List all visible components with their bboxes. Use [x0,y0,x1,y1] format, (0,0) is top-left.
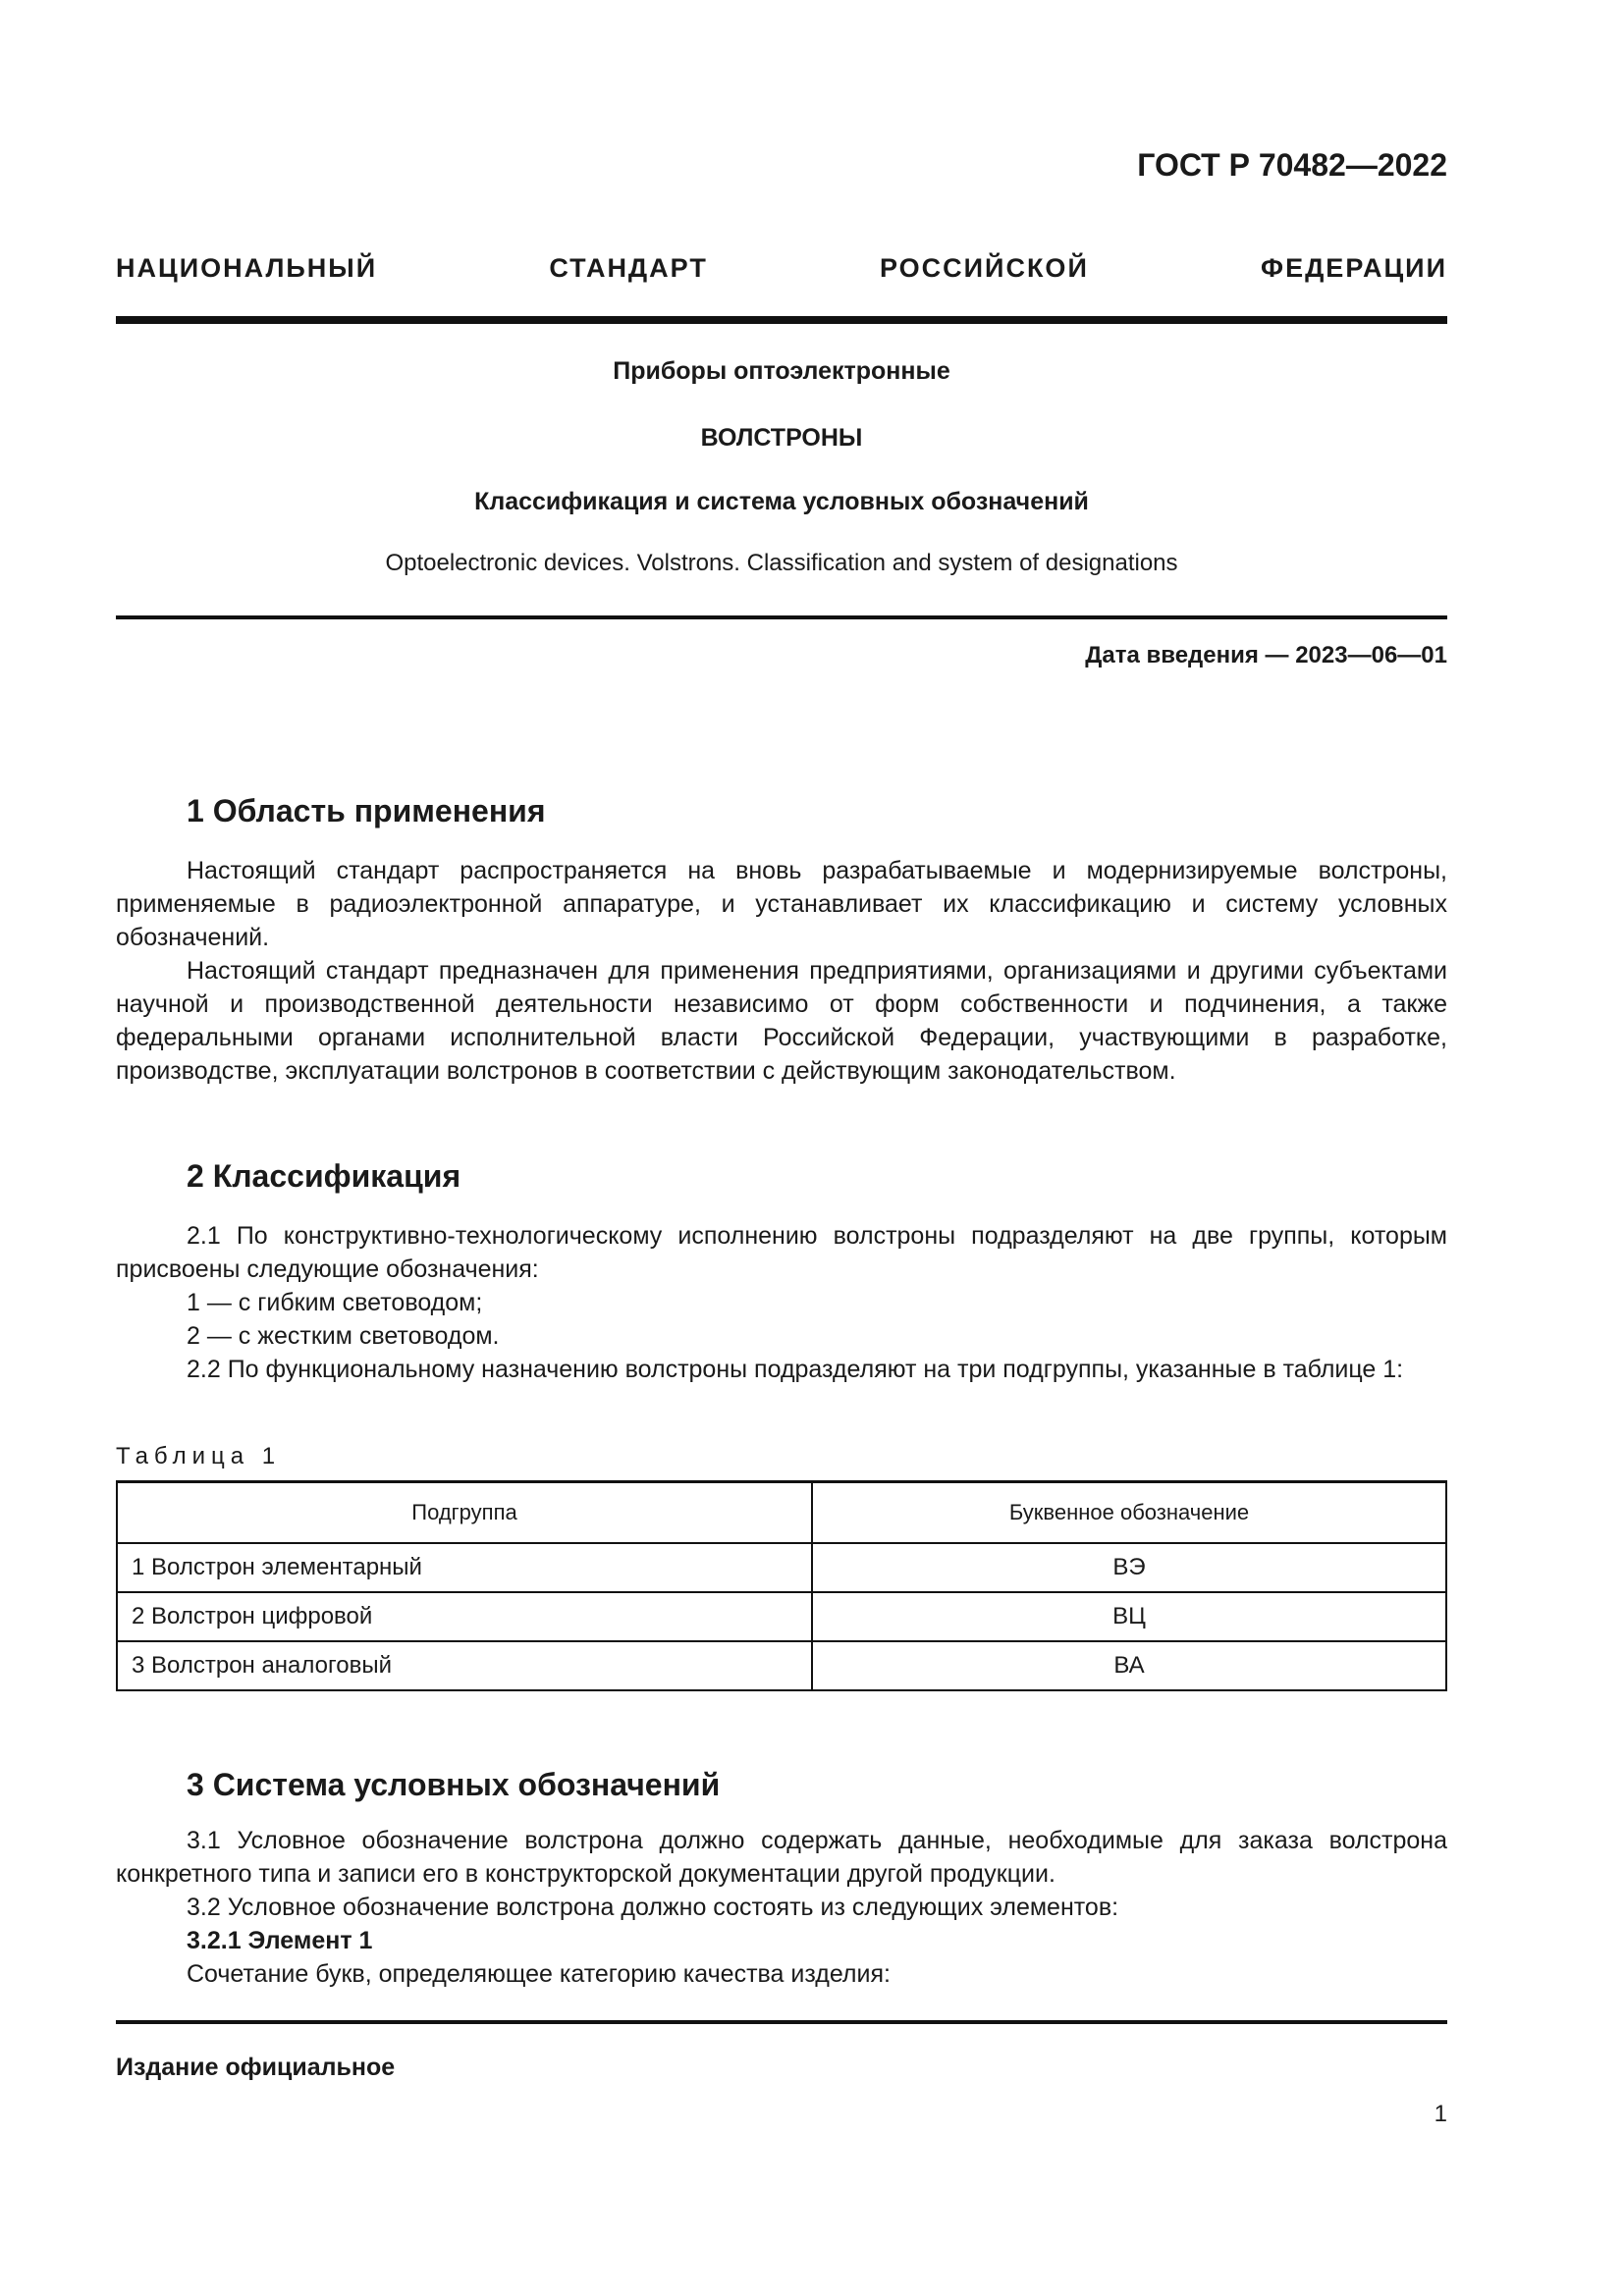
national-standard-banner: НАЦИОНАЛЬНЫЙ СТАНДАРТ РОССИЙСКОЙ ФЕДЕРАЦИИ [116,253,1447,283]
table-cell-code: ВЭ [812,1543,1446,1592]
footer-divider [116,2020,1447,2024]
section-1-heading: 1 Область применения [187,793,546,828]
table-row [117,1592,1446,1641]
table-cell-code: ВЦ [812,1592,1446,1641]
intro-date: Дата введения — 2023—06—01 [1085,642,1447,668]
section-2-heading: 2 Классификация [187,1158,461,1194]
product-title: Приборы оптоэлектронные [613,357,950,385]
section-2-list-item: 1 — с гибким световодом; [187,1289,483,1316]
table-cell-subgroup: 1 Волстрон элементарный [117,1543,812,1592]
section-3-heading: 3 Система условных обозначений [187,1767,721,1802]
title-divider [116,316,1447,324]
table-header-row [117,1482,1446,1544]
table-1 [116,1480,1447,1691]
document-name: ВОЛСТРОНЫ [700,424,863,452]
table-row [117,1543,1446,1592]
section-3-subheading: 3.2.1 Элемент 1 [187,1927,373,1954]
section-3-paragraph-3: Сочетание букв, определяющее категорию качества изделия: [187,1960,891,1988]
section-2-paragraph-1: 2.1 По конструктивно-технологическому исполнению волстроны подразделяют на две группы, которым присвоены следующие обозначения: [116,1222,1447,1283]
table-cell-code: ВА [812,1641,1446,1690]
section-1-body [116,854,1447,1088]
section-1-paragraph-2: Настоящий стандарт предназначен для применения предприятиями, организациями и другими субъектами научной и производственной деятельности независимо от форм собственности и подчинения, а также федеральными органами исполнительной власти Российской Федерации, участвующими в разработке, производстве, эксплуатации волстронов в соответствии с действующим законодательством. [116,957,1447,1085]
table-header-cell: Подгруппа [117,1482,812,1544]
document-subtitle: Классификация и система условных обозначений [474,488,1089,515]
section-1-paragraph-1: Настоящий стандарт распространяется на вновь разрабатываемые и модернизируемые волстроны, применяемые в радиоэлектронной аппаратуре, и устанавливает их классификацию и систему условных обозначений. [116,857,1447,951]
official-edition-label: Издание официальное [116,2054,396,2081]
section-2-list-item: 2 — с жестким световодом. [187,1322,500,1350]
section-3-body [116,1824,1447,1991]
table-cell-subgroup: 3 Волстрон аналоговый [117,1641,812,1690]
table-cell-subgroup: 2 Волстрон цифровой [117,1592,812,1641]
page-number: 1 [1434,2101,1447,2127]
section-3-paragraph-2: 3.2 Условное обозначение волстрона должно состоять из следующих элементов: [187,1894,1119,1921]
table-header-cell: Буквенное обозначение [812,1482,1446,1544]
intro-divider [116,615,1447,619]
section-2-paragraph-2: 2.2 По функциональному назначению волстроны подразделяют на три подгруппы, указанные в таблице 1: [187,1356,1404,1383]
section-3-paragraph-1: 3.1 Условное обозначение волстрона должно содержать данные, необходимые для заказа волстрона конкретного типа и записи его в конструкторской документации другой продукции. [116,1827,1447,1888]
doc-number: ГОСТ Р 70482—2022 [1137,147,1447,183]
english-title: Optoelectronic devices. Volstrons. Classification and system of designations [385,550,1178,576]
table-row [117,1641,1446,1690]
table-caption: Таблица 1 [116,1443,282,1469]
section-2-body [116,1219,1447,1386]
